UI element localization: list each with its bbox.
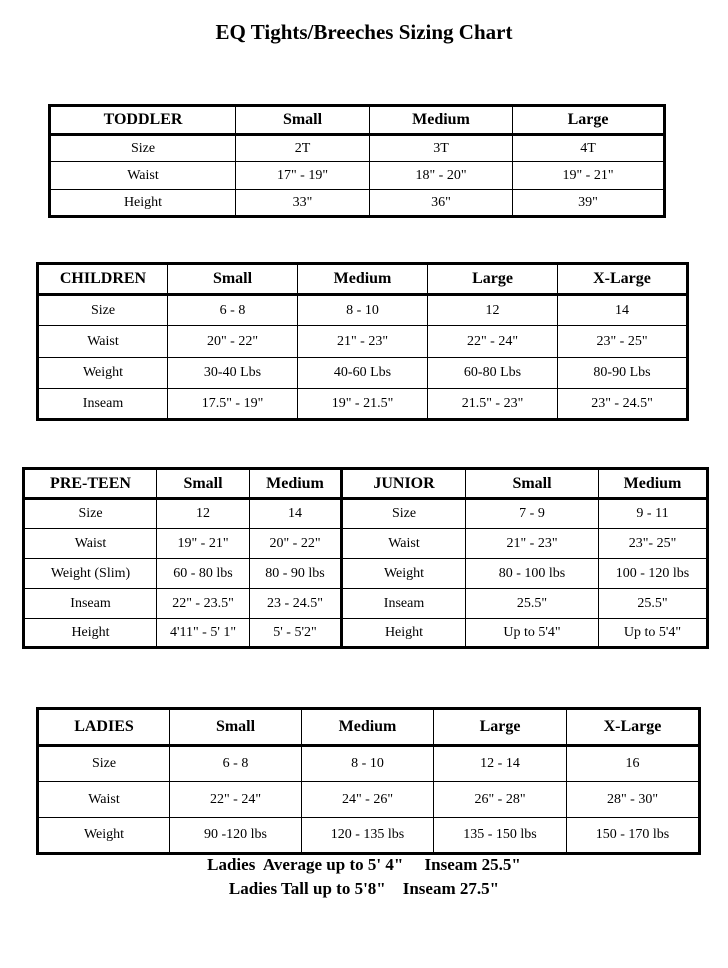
row-label: Weight [38, 358, 168, 389]
table-cell: 8 - 10 [302, 746, 434, 782]
table-cell: 16 [567, 746, 700, 782]
table-cell: 24" - 26" [302, 782, 434, 818]
preteen-junior-header-row [24, 469, 708, 499]
table-cell: 30-40 Lbs [168, 358, 298, 389]
table-cell: 19" - 21.5" [298, 389, 428, 420]
ladies-tall-note: Ladies Tall up to 5'8" Inseam 27.5" [228, 879, 500, 898]
table-cell: 14 [558, 295, 688, 326]
table-cell: 6 - 8 [170, 746, 302, 782]
row-label: Inseam [342, 589, 466, 619]
ladies-col-small: Small [170, 709, 302, 746]
table-row [50, 135, 665, 162]
table-cell: 25.5" [599, 589, 708, 619]
table-cell: Up to 5'4" [599, 619, 708, 648]
row-label: Height [342, 619, 466, 648]
ladies-col-medium: Medium [302, 709, 434, 746]
table-cell: 21.5" - 23" [428, 389, 558, 420]
table-cell: 22" - 23.5" [157, 589, 250, 619]
table-cell: 14 [250, 499, 342, 529]
table-cell: 22" - 24" [170, 782, 302, 818]
table-cell: 25.5" [466, 589, 599, 619]
table-cell: 21" - 23" [298, 326, 428, 358]
table-row [38, 818, 700, 854]
table-cell: 8 - 10 [298, 295, 428, 326]
table-cell: 3T [370, 135, 513, 162]
table-row [38, 389, 688, 420]
table-cell: 80 - 90 lbs [250, 559, 342, 589]
table-cell: 23" - 24.5" [558, 389, 688, 420]
children-col-medium: Medium [298, 264, 428, 295]
table-cell: 9 - 11 [599, 499, 708, 529]
preteen-junior-table [22, 467, 709, 649]
table-cell: 33" [236, 190, 370, 217]
table-cell: 12 - 14 [434, 746, 567, 782]
table-cell: 23" - 25" [558, 326, 688, 358]
table-cell: 60 - 80 lbs [157, 559, 250, 589]
table-cell: 22" - 24" [428, 326, 558, 358]
table-row [50, 190, 665, 217]
table-cell: 17" - 19" [236, 162, 370, 190]
children-col-small: Small [168, 264, 298, 295]
row-label: Waist [50, 162, 236, 190]
table-cell: 12 [157, 499, 250, 529]
junior-col-small: Small [466, 469, 599, 499]
table-cell: 21" - 23" [466, 529, 599, 559]
table-row [24, 529, 708, 559]
table-cell: 2T [236, 135, 370, 162]
table-cell: 100 - 120 lbs [599, 559, 708, 589]
toddler-table [48, 104, 666, 218]
preteen-section-label: PRE-TEEN [24, 469, 157, 499]
table-cell: 20" - 22" [168, 326, 298, 358]
table-row [24, 589, 708, 619]
table-cell: 7 - 9 [466, 499, 599, 529]
row-label: Size [342, 499, 466, 529]
row-label: Weight [38, 818, 170, 854]
table-cell: 12 [428, 295, 558, 326]
row-label: Height [24, 619, 157, 648]
ladies-col-large: Large [434, 709, 567, 746]
table-cell: Up to 5'4" [466, 619, 599, 648]
table-cell: 39" [513, 190, 665, 217]
table-cell: 36" [370, 190, 513, 217]
table-cell: 120 - 135 lbs [302, 818, 434, 854]
table-cell: 5' - 5'2" [250, 619, 342, 648]
row-label: Height [50, 190, 236, 217]
row-label: Size [38, 746, 170, 782]
table-cell: 19" - 21" [157, 529, 250, 559]
table-cell: 20" - 22" [250, 529, 342, 559]
junior-col-medium: Medium [599, 469, 708, 499]
children-section-label: CHILDREN [38, 264, 168, 295]
table-cell: 18" - 20" [370, 162, 513, 190]
row-label: Waist [342, 529, 466, 559]
table-cell: 80 - 100 lbs [466, 559, 599, 589]
table-row [38, 782, 700, 818]
ladies-average-note: Ladies Average up to 5' 4" Inseam 25.5" [207, 855, 521, 874]
preteen-col-small: Small [157, 469, 250, 499]
table-row [38, 358, 688, 389]
table-row [38, 746, 700, 782]
ladies-table [36, 707, 701, 855]
table-cell: 26" - 28" [434, 782, 567, 818]
toddler-section-label: TODDLER [50, 106, 236, 135]
table-row [24, 619, 708, 648]
table-row [38, 295, 688, 326]
ladies-section-label: LADIES [38, 709, 170, 746]
table-cell: 135 - 150 lbs [434, 818, 567, 854]
table-cell: 6 - 8 [168, 295, 298, 326]
row-label: Weight [342, 559, 466, 589]
table-cell: 4T [513, 135, 665, 162]
row-label: Waist [24, 529, 157, 559]
children-header-row [38, 264, 688, 295]
preteen-col-medium: Medium [250, 469, 342, 499]
row-label: Weight (Slim) [24, 559, 157, 589]
toddler-col-medium: Medium [370, 106, 513, 135]
children-col-large: Large [428, 264, 558, 295]
row-label: Inseam [38, 389, 168, 420]
toddler-col-large: Large [513, 106, 665, 135]
toddler-header-row [50, 106, 665, 135]
table-row [50, 162, 665, 190]
table-cell: 90 -120 lbs [170, 818, 302, 854]
table-row [24, 499, 708, 529]
junior-section-label: JUNIOR [342, 469, 466, 499]
page-title: EQ Tights/Breeches Sizing Chart [215, 20, 513, 44]
table-row [24, 559, 708, 589]
row-label: Size [24, 499, 157, 529]
ladies-col-xlarge: X-Large [567, 709, 700, 746]
table-cell: 150 - 170 lbs [567, 818, 700, 854]
toddler-col-small: Small [236, 106, 370, 135]
table-cell: 17.5" - 19" [168, 389, 298, 420]
table-row [38, 326, 688, 358]
table-cell: 19" - 21" [513, 162, 665, 190]
table-cell: 60-80 Lbs [428, 358, 558, 389]
table-cell: 23"- 25" [599, 529, 708, 559]
table-cell: 80-90 Lbs [558, 358, 688, 389]
row-label: Waist [38, 782, 170, 818]
row-label: Size [50, 135, 236, 162]
table-cell: 40-60 Lbs [298, 358, 428, 389]
table-cell: 23 - 24.5" [250, 589, 342, 619]
row-label: Inseam [24, 589, 157, 619]
table-cell: 4'11" - 5' 1" [157, 619, 250, 648]
row-label: Size [38, 295, 168, 326]
children-table [36, 262, 689, 421]
children-col-xlarge: X-Large [558, 264, 688, 295]
table-cell: 28" - 30" [567, 782, 700, 818]
ladies-header-row [38, 709, 700, 746]
row-label: Waist [38, 326, 168, 358]
